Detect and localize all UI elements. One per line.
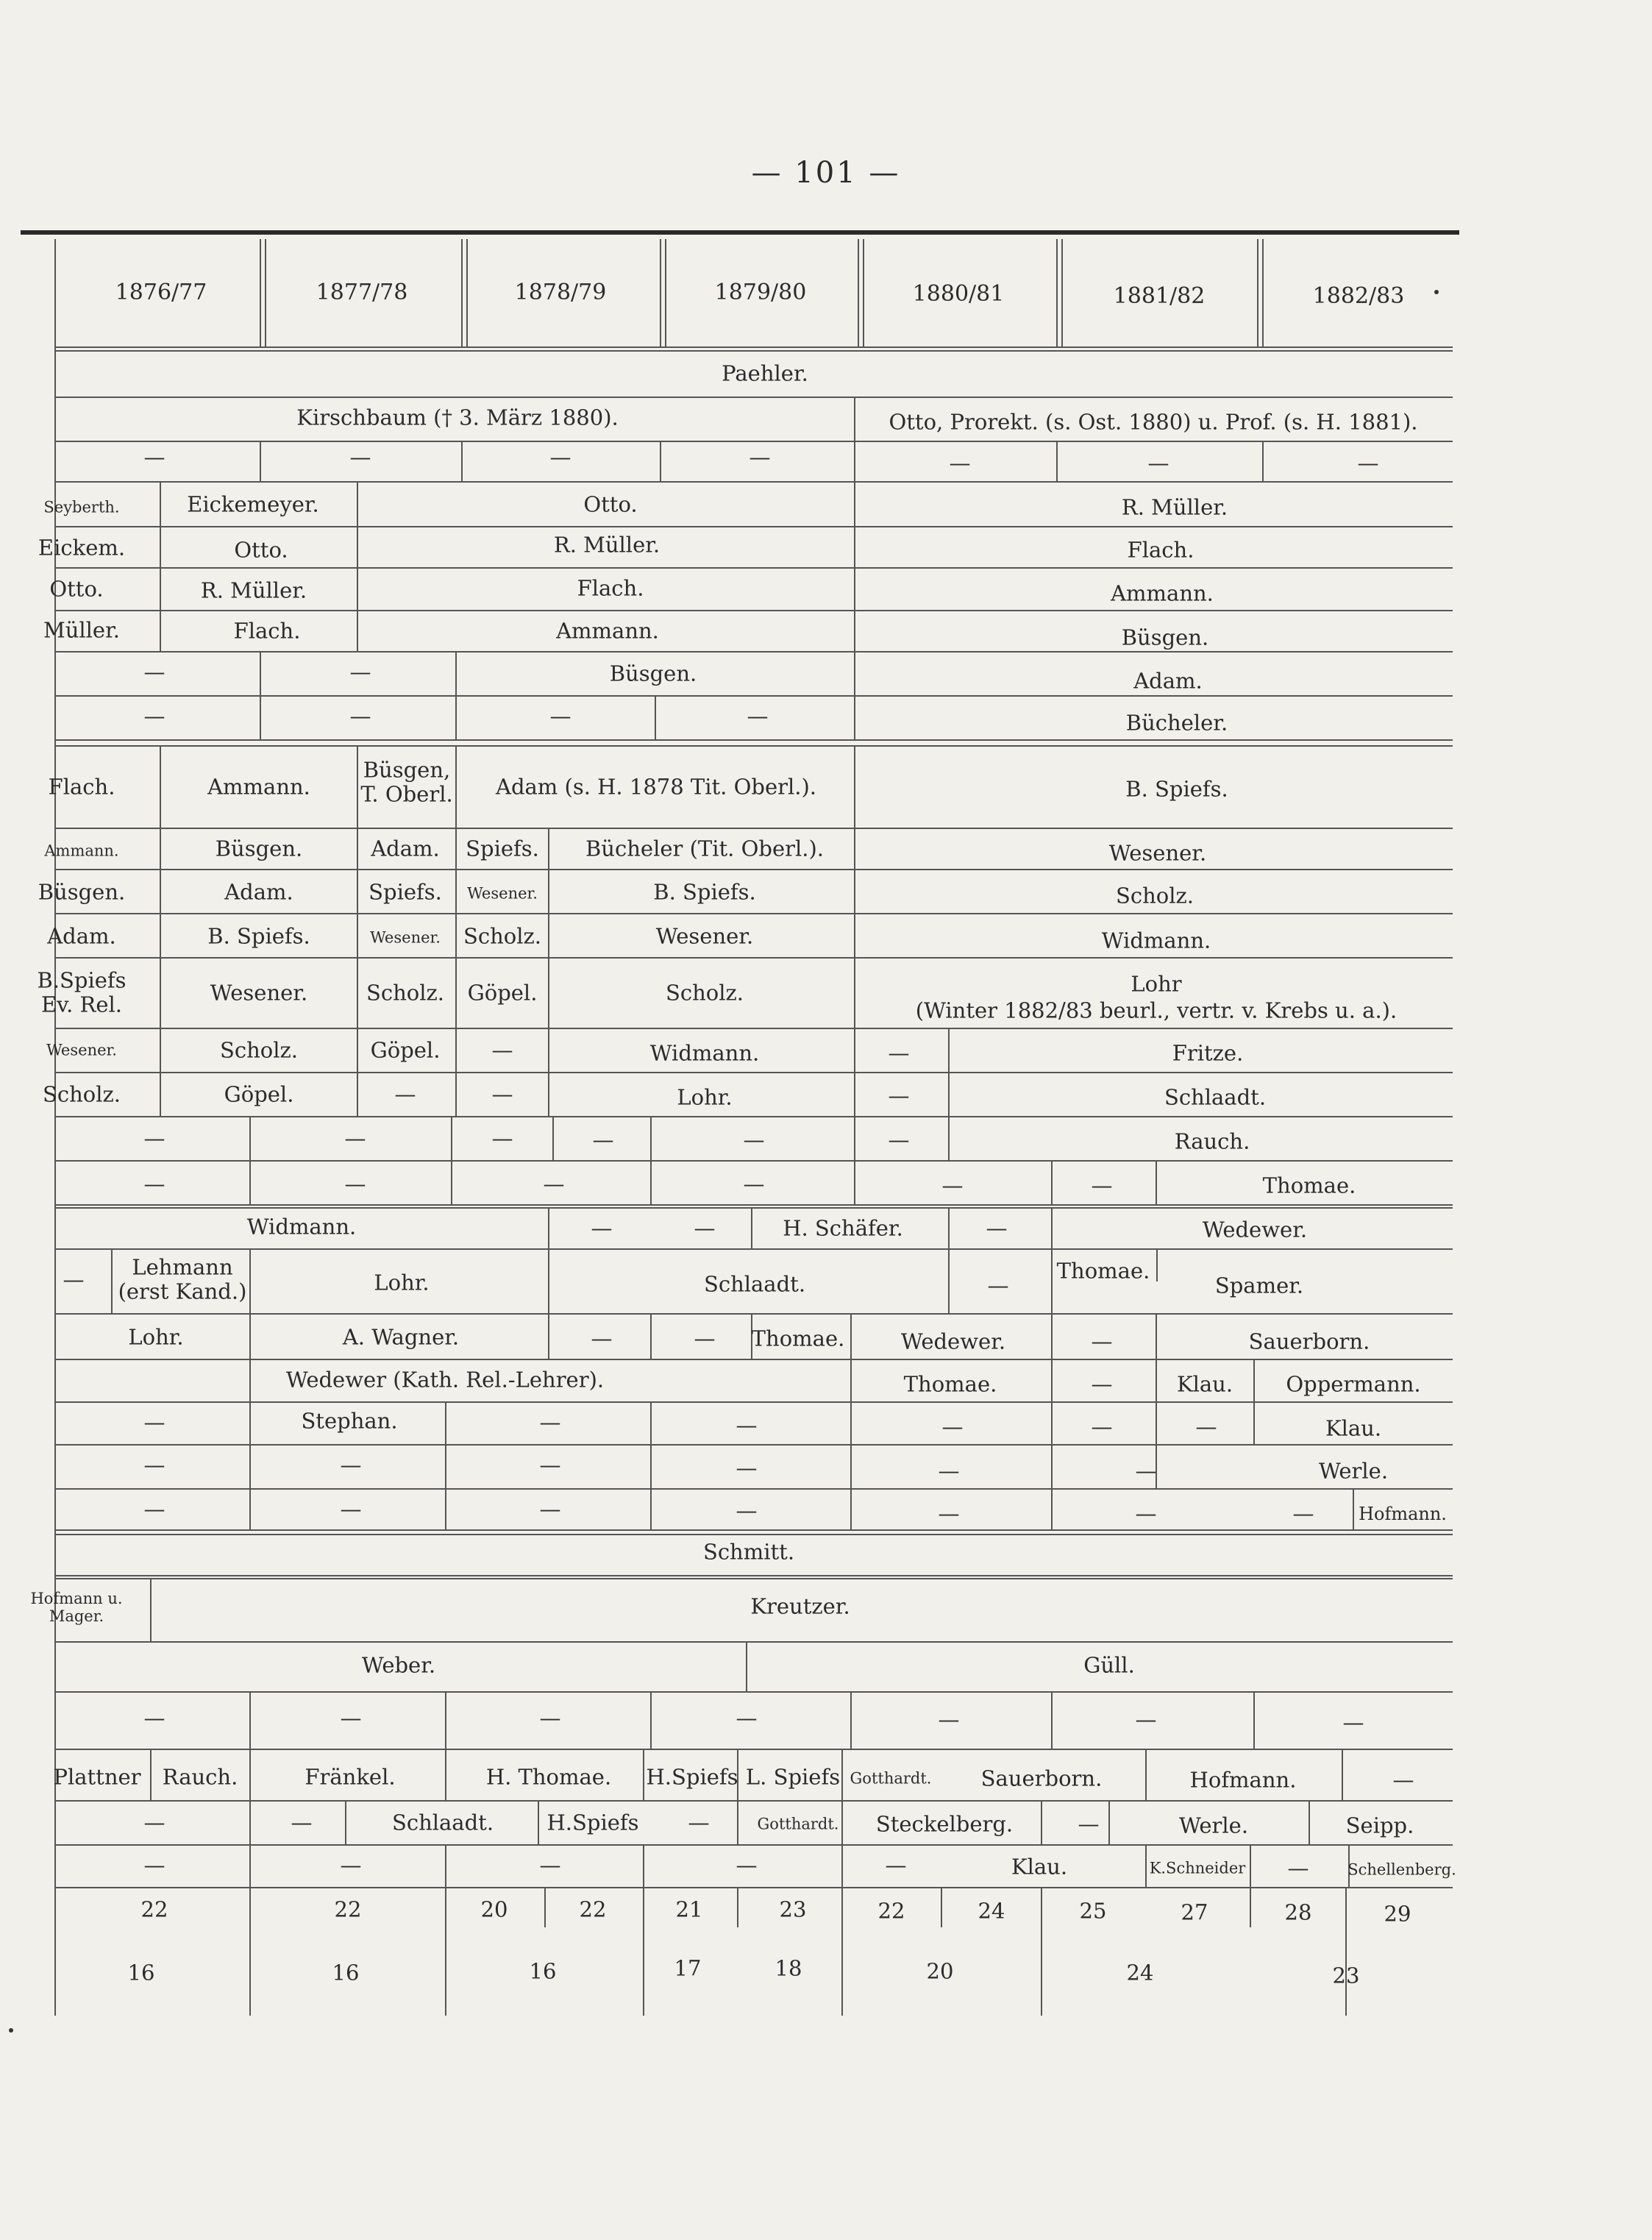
teacher-cell: Flach. — [1127, 537, 1195, 563]
empty-dash: — — [340, 1496, 362, 1522]
empty-dash: — — [344, 1171, 366, 1197]
teacher-cell: Hofmann. — [1189, 1767, 1297, 1793]
empty-dash: — — [143, 1171, 165, 1197]
empty-dash: — — [340, 1705, 362, 1731]
teacher-cell: Göpel. — [467, 980, 538, 1006]
teacher-cell: Thomae. — [751, 1326, 845, 1351]
teacher-cell: Klau. — [1325, 1415, 1382, 1441]
teacher-cell: Flach. — [48, 774, 115, 800]
empty-dash: — — [1292, 1501, 1314, 1526]
teacher-cell: Gotthardt. — [757, 1815, 839, 1833]
teacher-cell: Gotthardt. — [850, 1769, 932, 1788]
teacher-cell: A. Wagner. — [342, 1324, 460, 1350]
year-header: 1880/81 — [912, 281, 1005, 307]
empty-dash: — — [349, 659, 371, 685]
teacher-cell: Büsgen. — [38, 879, 126, 905]
teacher-cell: B. Spiefs. — [1125, 776, 1228, 802]
page-number: — 101 — — [751, 156, 901, 190]
total-count: 25 — [1079, 1898, 1107, 1924]
empty-dash: — — [1091, 1329, 1113, 1354]
teacher-cell: H.Spiefs — [646, 1764, 738, 1790]
teacher-cell: Müller. — [43, 617, 120, 643]
teacher-cell: Göpel. — [224, 1081, 294, 1107]
empty-dash: — — [938, 1501, 960, 1526]
teacher-cell: Widmann. — [649, 1040, 760, 1066]
empty-dash: — — [1135, 1458, 1157, 1484]
teacher-cell: Güll. — [1083, 1652, 1135, 1678]
empty-dash: — — [888, 1127, 910, 1153]
empty-dash: — — [143, 1452, 165, 1478]
empty-dash: — — [736, 1498, 758, 1523]
teacher-cell: Seyberth. — [43, 498, 120, 516]
empty-dash: — — [949, 450, 971, 476]
ink-speck — [9, 2028, 13, 2033]
total-count: 24 — [1126, 1960, 1154, 1985]
empty-dash: — — [539, 1409, 561, 1435]
teacher-cell: Widmann. — [1101, 928, 1211, 953]
teacher-cell: Weber. — [361, 1652, 436, 1678]
teacher-cell: Kirschbaum († 3. März 1880). — [296, 405, 619, 430]
teacher-cell: Otto. — [49, 576, 104, 602]
teacher-cell: K.Schneider — [1149, 1859, 1246, 1877]
teacher-cell: Scholz. — [665, 980, 744, 1006]
teacher-cell: Eickem. — [38, 535, 126, 561]
empty-dash: — — [736, 1705, 758, 1731]
teacher-cell: Wesener. — [210, 980, 308, 1006]
total-count: 21 — [675, 1896, 703, 1922]
teacher-cell: Bücheler (Tit. Oberl.). — [585, 836, 824, 861]
empty-dash: — — [1091, 1414, 1113, 1440]
empty-dash: — — [888, 1040, 910, 1066]
teacher-cell: Sauerborn. — [980, 1766, 1103, 1791]
empty-dash: — — [491, 1037, 513, 1063]
empty-dash: — — [986, 1215, 1008, 1241]
teacher-cell: Göpel. — [370, 1037, 441, 1063]
empty-dash: — — [1342, 1710, 1364, 1735]
year-header: 1877/78 — [316, 280, 408, 305]
empty-dash: — — [143, 444, 165, 470]
teacher-cell: (Winter 1882/83 beurl., vertr. v. Krebs u. a.). — [915, 998, 1398, 1023]
teacher-cell: Plattner — [53, 1764, 141, 1790]
teacher-cell: R. Müller. — [553, 532, 661, 558]
teacher-cell: Thomae. — [1056, 1258, 1150, 1284]
teacher-cell: R. Müller. — [200, 577, 307, 603]
teacher-cell: Spiefs. — [466, 836, 539, 861]
empty-dash: — — [736, 1412, 758, 1438]
teacher-cell: Lehmann (erst Kand.) — [118, 1254, 247, 1304]
empty-dash: — — [143, 703, 165, 729]
teacher-cell: Fränkel. — [305, 1764, 396, 1790]
empty-dash: — — [941, 1414, 964, 1440]
total-count: 23 — [1332, 1963, 1360, 1988]
teacher-cell: Adam. — [371, 836, 440, 861]
teacher-cell: Adam (s. H. 1878 Tit. Oberl.). — [496, 774, 816, 800]
ink-speck — [1434, 290, 1439, 294]
total-count: 17 — [674, 1955, 702, 1981]
empty-dash: — — [143, 1705, 165, 1731]
empty-dash: — — [491, 1126, 513, 1151]
empty-dash: — — [591, 1215, 613, 1241]
teacher-cell: H.Spiefs — [546, 1810, 639, 1835]
empty-dash: — — [591, 1326, 613, 1351]
teacher-cell: Büsgen. — [609, 661, 697, 686]
teacher-cell: Thomae. — [903, 1371, 997, 1397]
total-count: 20 — [480, 1896, 508, 1922]
teacher-cell: Klau. — [1176, 1371, 1233, 1397]
empty-dash: — — [1357, 450, 1379, 476]
empty-dash: — — [1195, 1414, 1217, 1440]
teacher-cell: Scholz. — [219, 1037, 299, 1063]
total-count: 28 — [1284, 1899, 1312, 1925]
teacher-cell: Scholz. — [42, 1081, 121, 1107]
total-count: 16 — [127, 1960, 155, 1985]
empty-dash: — — [938, 1707, 960, 1732]
empty-dash: — — [143, 1852, 165, 1878]
teacher-cell: Wesener. — [46, 1041, 117, 1059]
teacher-cell: Spiefs. — [369, 879, 442, 905]
empty-dash: — — [344, 1126, 366, 1151]
teacher-cell: Schmitt. — [702, 1539, 795, 1565]
teacher-cell: L. Spiefs — [745, 1764, 841, 1790]
total-count: 22 — [877, 1898, 905, 1924]
empty-dash: — — [349, 703, 371, 729]
teacher-cell: Lohr. — [677, 1084, 733, 1110]
teacher-cell: Scholz. — [1115, 883, 1195, 909]
teacher-cell: Wedewer. — [1202, 1217, 1308, 1242]
total-count: 20 — [926, 1958, 954, 1984]
teacher-cell: Schellenberg. — [1347, 1860, 1456, 1879]
teacher-cell: Lohr — [1131, 971, 1182, 997]
empty-dash: — — [1078, 1811, 1100, 1837]
empty-dash: — — [539, 1852, 561, 1878]
teacher-cell: Wedewer. — [900, 1329, 1006, 1354]
teacher-cell: Bücheler. — [1125, 710, 1228, 736]
empty-dash: — — [491, 1081, 513, 1107]
teacher-cell: Ammann. — [1111, 580, 1214, 606]
teacher-cell: Hofmann. — [1359, 1504, 1447, 1524]
empty-dash: — — [394, 1081, 416, 1107]
empty-dash: — — [694, 1326, 716, 1351]
empty-dash: — — [938, 1458, 960, 1484]
total-count: 23 — [779, 1896, 807, 1922]
teacher-cell: Schlaadt. — [703, 1271, 806, 1297]
year-header: 1878/79 — [514, 280, 607, 305]
teacher-cell: Steckelberg. — [875, 1811, 1014, 1837]
teacher-cell: Rauch. — [162, 1764, 238, 1790]
teacher-cell: Lohr. — [374, 1270, 430, 1295]
teacher-cell: Fritze. — [1172, 1040, 1244, 1066]
empty-dash: — — [1392, 1767, 1414, 1793]
year-header: 1876/77 — [115, 280, 207, 305]
empty-dash: — — [743, 1127, 765, 1153]
total-count: 16 — [332, 1960, 360, 1985]
empty-dash: — — [592, 1127, 614, 1153]
empty-dash: — — [1091, 1173, 1113, 1198]
teacher-cell: Sauerborn. — [1248, 1329, 1370, 1354]
empty-dash: — — [143, 1126, 165, 1151]
teacher-cell: Wedewer (Kath. Rel.-Lehrer). — [285, 1367, 605, 1393]
teacher-cell: Spamer. — [1214, 1273, 1304, 1298]
total-count: 22 — [140, 1896, 168, 1922]
empty-dash: — — [736, 1455, 758, 1481]
total-count: 27 — [1181, 1899, 1208, 1925]
empty-dash: — — [743, 1171, 765, 1197]
empty-dash: — — [349, 444, 371, 470]
empty-dash: — — [749, 444, 771, 470]
teacher-cell: Seipp. — [1345, 1813, 1414, 1838]
empty-dash: — — [1287, 1855, 1309, 1881]
teacher-cell: R. Müller. — [1121, 494, 1228, 520]
teacher-cell: Hofmann u. Mager. — [30, 1589, 123, 1625]
teacher-cell: Adam. — [47, 923, 116, 949]
empty-dash: — — [143, 1810, 165, 1835]
teacher-cell: Büsgen. — [215, 836, 303, 861]
empty-dash: — — [694, 1215, 716, 1241]
teacher-cell: Wesener. — [467, 884, 538, 903]
teacher-cell: Werle. — [1178, 1813, 1249, 1838]
empty-dash: — — [1135, 1707, 1157, 1732]
empty-dash: — — [543, 1171, 565, 1197]
empty-dash: — — [941, 1173, 964, 1198]
teacher-cell: Rauch. — [1174, 1128, 1250, 1154]
total-count: 24 — [978, 1898, 1005, 1924]
teacher-cell: Werle. — [1318, 1458, 1389, 1484]
teacher-cell: Schlaadt. — [1164, 1084, 1267, 1110]
empty-dash: — — [143, 659, 165, 685]
empty-dash: — — [549, 703, 572, 729]
teacher-cell: Büsgen. — [1121, 625, 1209, 650]
teacher-cell: Ammann. — [44, 842, 119, 860]
teacher-cell: Lohr. — [128, 1324, 184, 1350]
empty-dash: — — [688, 1810, 710, 1835]
teacher-cell: B.Spiefs Ev. Rel. — [37, 967, 127, 1017]
teacher-cell: Wesener. — [370, 928, 441, 947]
teacher-cell: Ammann. — [556, 618, 659, 644]
teacher-cell: H. Thomae. — [485, 1764, 612, 1790]
teacher-cell: Scholz. — [463, 923, 542, 949]
teacher-cell: Adam. — [224, 879, 293, 905]
empty-dash: — — [987, 1273, 1009, 1298]
teacher-cell: Flach. — [577, 575, 644, 601]
teacher-cell: Flach. — [233, 618, 301, 644]
teacher-cell: Stephan. — [301, 1408, 398, 1434]
teacher-cell: Ammann. — [207, 774, 310, 800]
empty-dash: — — [747, 703, 769, 729]
teacher-cell: Büsgen, T. Oberl. — [360, 757, 453, 807]
empty-dash: — — [736, 1852, 758, 1878]
teacher-cell: Schlaadt. — [391, 1810, 494, 1835]
total-count: 22 — [334, 1896, 362, 1922]
year-header: 1881/82 — [1113, 283, 1206, 309]
empty-dash: — — [143, 1409, 165, 1435]
year-header: 1882/83 — [1312, 283, 1405, 309]
teacher-cell: H. Schäfer. — [783, 1215, 903, 1241]
teacher-cell: Otto. — [234, 537, 288, 563]
total-count: 16 — [529, 1958, 557, 1984]
teacher-cell: Wesener. — [1108, 840, 1207, 866]
empty-dash: — — [539, 1452, 561, 1478]
empty-dash: — — [539, 1496, 561, 1522]
teacher-cell: Scholz. — [366, 980, 445, 1006]
total-count: 22 — [579, 1896, 607, 1922]
empty-dash: — — [1091, 1371, 1113, 1397]
empty-dash: — — [549, 444, 572, 470]
teacher-cell: Widmann. — [246, 1214, 357, 1240]
empty-dash: — — [1147, 450, 1169, 476]
empty-dash: — — [1135, 1501, 1157, 1526]
year-header: 1879/80 — [714, 280, 807, 305]
empty-dash: — — [340, 1452, 362, 1478]
empty-dash: — — [291, 1810, 313, 1835]
teacher-cell: Paehler. — [722, 360, 808, 386]
empty-dash: — — [888, 1083, 910, 1109]
empty-dash: — — [63, 1267, 85, 1293]
empty-dash: — — [143, 1496, 165, 1522]
teacher-cell: Wesener. — [655, 923, 754, 949]
total-count: 18 — [775, 1955, 802, 1981]
teacher-cell: Eickemeyer. — [187, 491, 319, 517]
teacher-cell: Thomae. — [1262, 1173, 1356, 1198]
teacher-cell: Klau. — [1011, 1854, 1068, 1880]
empty-dash: — — [885, 1852, 907, 1878]
teacher-cell: Otto. — [583, 491, 638, 517]
teacher-cell: Adam. — [1133, 668, 1203, 694]
teacher-cell: B. Spiefs. — [653, 879, 756, 905]
teacher-cell: Oppermann. — [1286, 1371, 1421, 1397]
teacher-cell: B. Spiefs. — [207, 923, 310, 949]
total-count: 29 — [1384, 1901, 1411, 1927]
empty-dash: — — [539, 1705, 561, 1731]
teacher-cell: Kreutzer. — [750, 1593, 850, 1619]
teacher-cell: Otto, Prorekt. (s. Ost. 1880) u. Prof. (s. H. 1881). — [889, 409, 1418, 435]
empty-dash: — — [340, 1852, 362, 1878]
